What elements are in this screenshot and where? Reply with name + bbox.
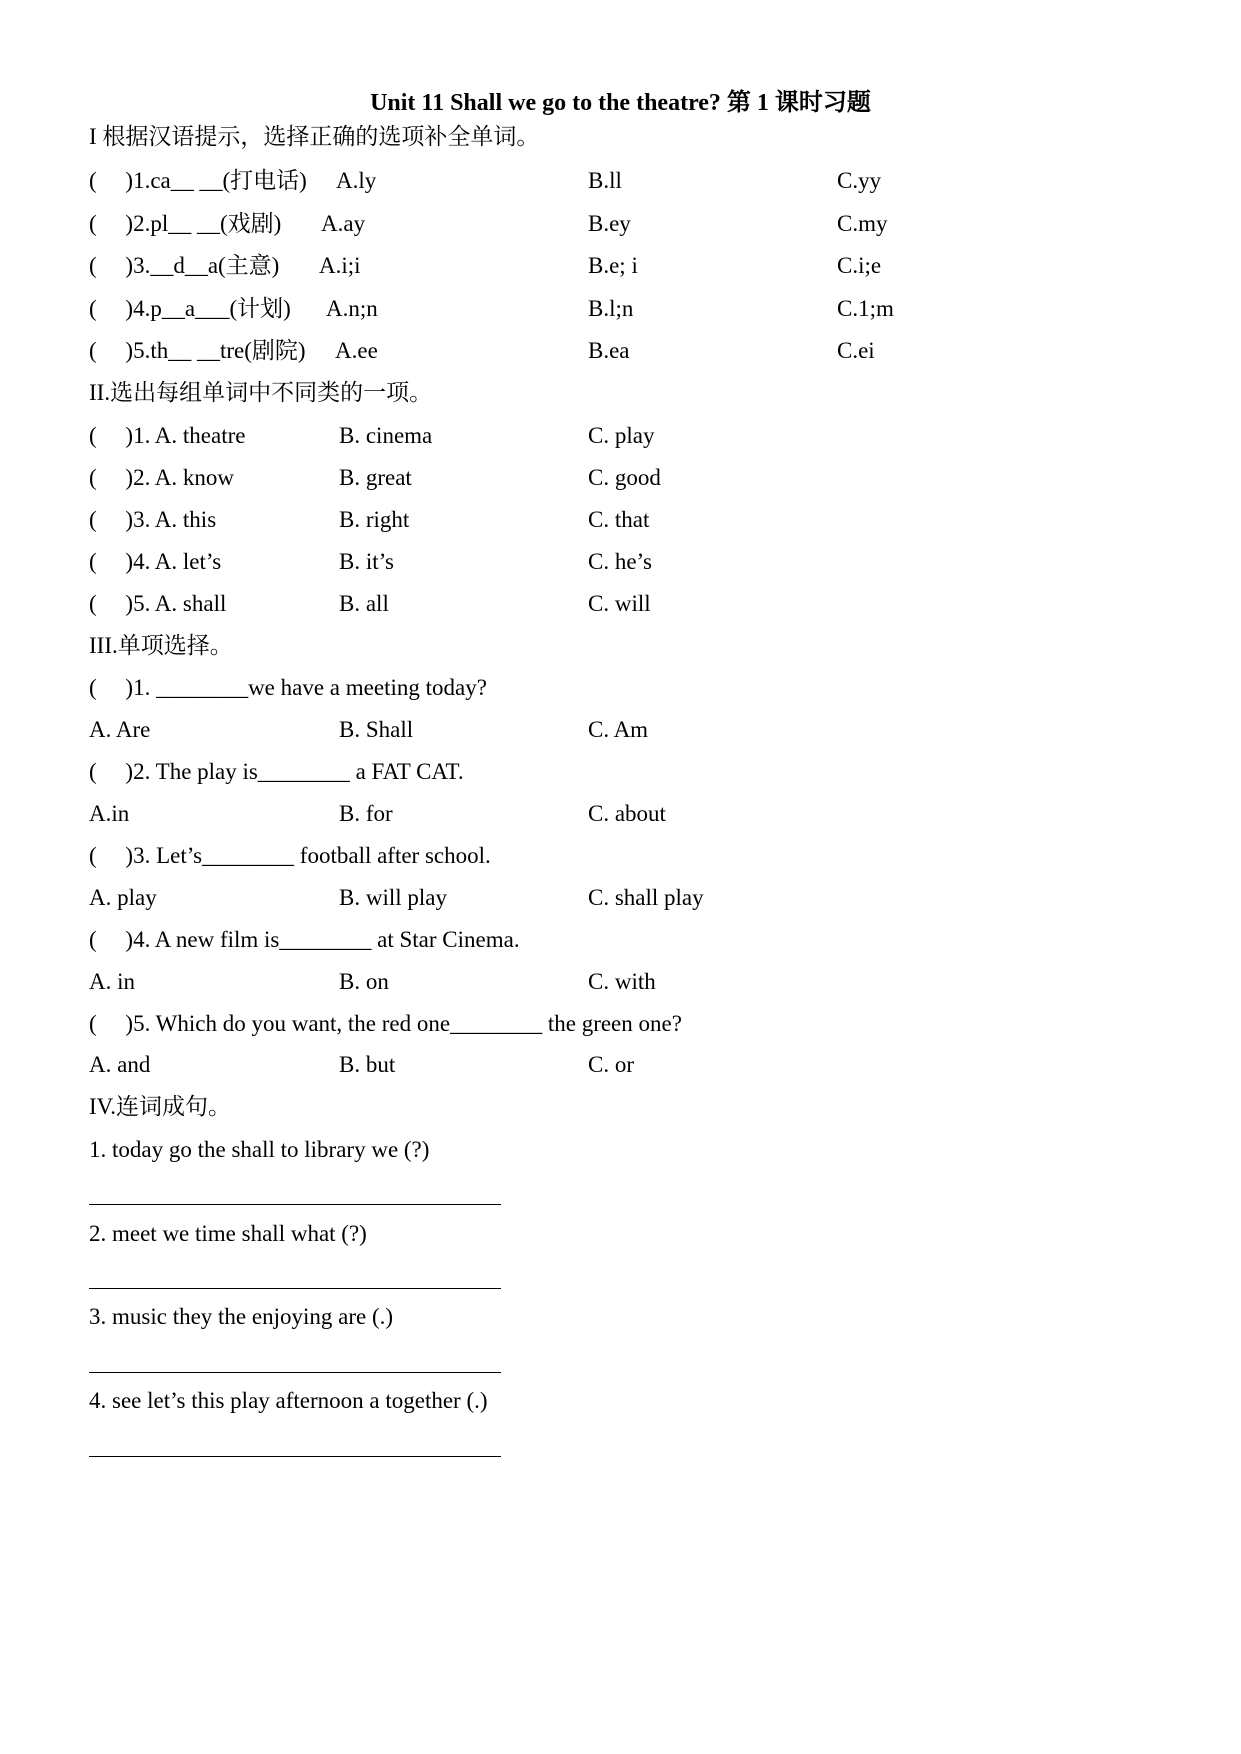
option-b: B.e; i [588,253,638,278]
item-stem: ( )3.__d__a(主意) [89,253,280,278]
option-c: C. he’s [588,549,652,574]
option-a: A.ly [336,168,377,193]
question-options [89,882,704,914]
section-1-item [89,208,888,240]
option-b: B.ey [588,211,631,236]
option-c: C.1;m [837,296,894,321]
option-c: C.my [837,211,888,236]
option-a: ( )2. A. know [89,465,235,490]
option-c: C. shall play [588,885,704,910]
option-b: B. it’s [339,549,394,574]
item-stem: ( )5.th__ __tre(剧院) [89,338,306,363]
question-options [89,714,649,746]
section-2-item [89,420,655,452]
section-2-item [89,462,661,494]
option-a: A. in [89,969,135,994]
question-options [89,1049,634,1081]
option-b: B. on [339,969,389,994]
option-a: ( )5. A. shall [89,591,227,616]
option-a: A. and [89,1052,151,1077]
question-text: ( )2. The play is________ a FAT CAT. [89,759,464,784]
answer-line[interactable] [89,1456,501,1457]
option-a: ( )4. A. let’s [89,549,222,574]
sentence-prompt: 4. see let’s this play afternoon a together (.) [89,1388,488,1413]
sentence-prompt: 1. today go the shall to library we (?) [89,1137,430,1162]
section-2-item [89,546,652,578]
sentence-prompt: 3. music they the enjoying are (.) [89,1304,394,1329]
question-text: ( )5. Which do you want, the red one________ the green one? [89,1011,682,1036]
option-a: A.ee [335,338,378,363]
option-a: ( )1. A. theatre [89,423,246,448]
option-a: A. Are [89,717,151,742]
option-a: A.ay [321,211,366,236]
option-c: C. play [588,423,655,448]
item-stem: ( )1.ca__ __(打电话) [89,168,307,193]
item-stem: ( )2.pl__ __(戏剧) [89,211,282,236]
answer-line[interactable] [89,1372,501,1373]
page-title: Unit 11 Shall we go to the theatre? 第 1 课时习题 [370,90,871,116]
option-b: B. cinema [339,423,433,448]
option-b: B. great [339,465,412,490]
item-stem: ( )4.p__a___(计划) [89,296,291,321]
sentence-prompt: 2. meet we time shall what (?) [89,1221,367,1246]
option-c: C. about [588,801,666,826]
option-b: B. for [339,801,393,826]
option-c: C. Am [588,717,649,742]
section-2-item [89,504,650,536]
option-c: C. or [588,1052,634,1077]
option-c: C.ei [837,338,875,363]
section-1-heading: I 根据汉语提示，选择正确的选项补全单词。 [89,124,540,149]
option-c: C. with [588,969,656,994]
question-options [89,798,666,830]
option-a: A.in [89,801,130,826]
option-b: B.ll [588,168,622,193]
question-text: ( )3. Let’s________ football after school. [89,843,491,868]
section-2-item [89,588,651,620]
option-b: B. right [339,507,410,532]
option-b: B.l;n [588,296,634,321]
option-c: C.i;e [837,253,882,278]
section-2-heading: II.选出每组单词中不同类的一项。 [89,380,433,405]
section-1-item [89,165,882,197]
question-text: ( )1. ________we have a meeting today? [89,675,487,700]
section-4-heading: IV.连词成句。 [89,1094,232,1119]
section-1-item [89,250,882,282]
option-a: ( )3. A. this [89,507,217,532]
option-b: B. Shall [339,717,414,742]
question-options [89,966,656,998]
option-a: A. play [89,885,157,910]
option-a: A.n;n [326,296,378,321]
section-1-item [89,293,894,325]
option-a: A.i;i [319,253,361,278]
option-b: B.ea [588,338,630,363]
answer-line[interactable] [89,1288,501,1289]
option-c: C. that [588,507,650,532]
question-text: ( )4. A new film is________ at Star Cinema. [89,927,520,952]
option-c: C. will [588,591,651,616]
option-b: B. will play [339,885,447,910]
section-3-heading: III.单项选择。 [89,633,233,658]
option-b: B. all [339,591,389,616]
answer-line[interactable] [89,1204,501,1205]
option-b: B. but [339,1052,396,1077]
section-1-item [89,335,875,367]
option-c: C.yy [837,168,882,193]
option-c: C. good [588,465,661,490]
